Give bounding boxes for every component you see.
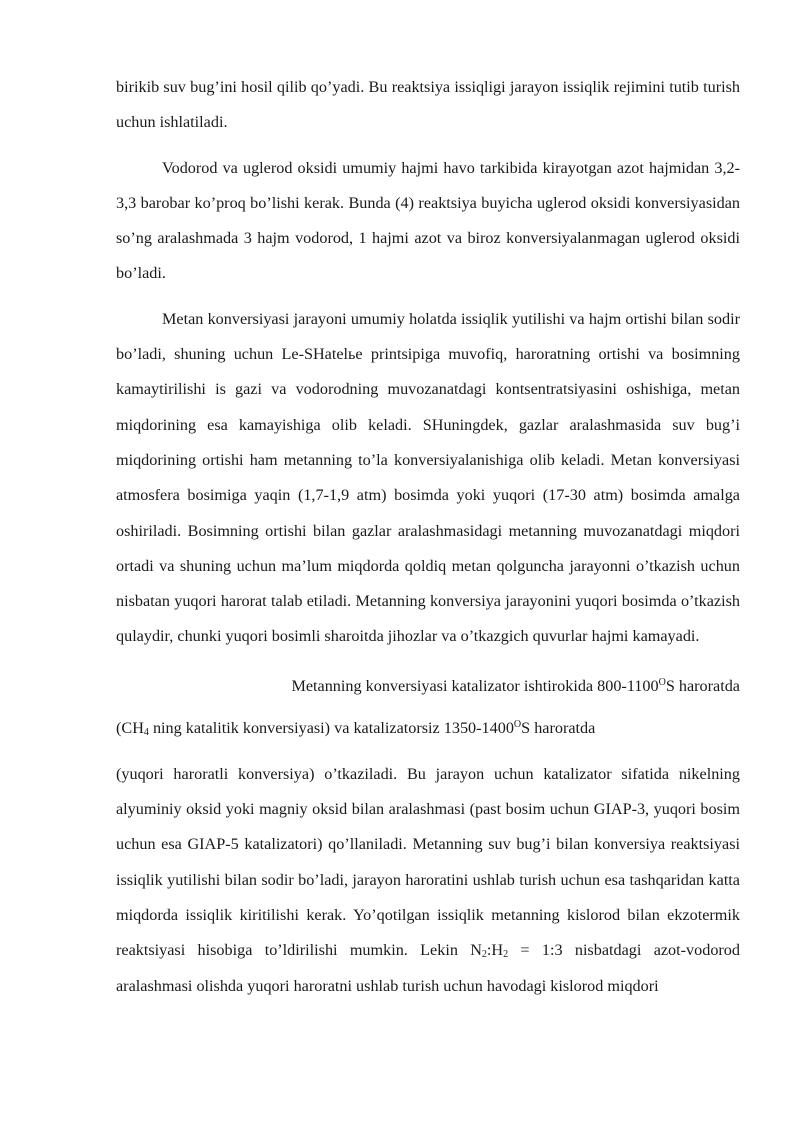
paragraph-text: (yuqori haroratli konversiya) o’tkaziladi. Bu jarayon uchun katalizator sifatida nikelning alyuminiy oksid yoki magniy oksid bilan aralashmasi (past bosim uchun GIAP-3, yuqori bosim uchun esa GIAP-5 katalizatori) qo’llaniladi. Metanning suv bug’i bilan konversiya reaktsiyasi issiqlik yutilishi bilan sodir bo’ladi, jarayon haroratini ushlab turish uchun esa tashqaridan katta miqdorda issiqlik kiritilishi kerak. Yo’qotilgan issiqlik metanning kislorod bilan ekzotermik reaktsiyasi hisobiga to’ldirilishi mumkin. Lekin N — [116, 764, 740, 960]
line-text: (CH — [116, 718, 144, 737]
line-text: Metanning konversiyasi katalizator ishtirokida 800-1100 — [291, 676, 659, 695]
paragraph-4-line-1 — [116, 665, 740, 707]
formula-sub: 2 — [503, 949, 509, 961]
paragraph-4-line-2 — [116, 707, 740, 749]
formula-sub: 4 — [143, 726, 149, 738]
paragraph-text: = 1:3 nisbatdagi azot-vodorod aralashmasi olishda yuqori haroratni ushlab turish uchun havodagi kislorod miqdori — [116, 941, 740, 995]
paragraph-1: birikib suv bug’ini hosil qilib qo’yadi. Bu reaktsiya issiqligi jarayon issiqlik rejimini tutib turish uchun ishlatiladi. — [116, 78, 740, 132]
line-text: S haroratda — [665, 676, 740, 695]
line-text: ning katalitik konversiyasi) va katalizatorsiz 1350-1400 — [148, 718, 514, 737]
paragraph-text: :H — [486, 941, 504, 960]
paragraph-5 — [116, 757, 740, 1004]
degree-sup: O — [513, 718, 522, 730]
paragraph-2: Vodorod va uglerod oksidi umumiy hajmi havo tarkibida kirayotgan azot hajmidan 3,2-3,3 barobar ko’proq bo’lishi kerak. Bunda (4) reaktsiya buyicha uglerod oksidi konversiyasidan so’ng aralashmada 3 hajm vodorod, 1 hajmi azot va biroz konversiyalanmagan uglerod oksidi bo’ladi. — [116, 158, 740, 283]
formula-sub: 2 — [481, 949, 487, 961]
line-text: S haroratda — [521, 718, 596, 737]
paragraph-3: Metan konversiyasi jarayoni umumiy holatda issiqlik yutilishi va hajm ortishi bilan sodir bo’ladi, shuning uchun Le-SHatelье printsipiga muvofiq, haroratning ortishi va bosimning kamaytirilishi is gazi va vodorodning muvozanatdagi kontsentratsiyasini oshishiga, metan miqdorining esa kamayishiga olib keladi. SHuningdek, gazlar aralashmasida suv bug’i miqdorining ortishi ham metanning to’la konversiyalanishiga olib keladi. Metan konversiyasi atmosfera bosimiga yaqin (1,7-1,9 atm) bosimda yoki yuqori (17-30 atm) bosimda amalga oshiriladi. Bosimning ortishi bilan gazlar aralashmasidagi metanning muvozanatdagi miqdori ortadi va shuning uchun ma’lum miqdorda qoldiq metan qolguncha jarayonni o’tkazish uchun nisbatan yuqori harorat talab etiladi. Metanning konversiya jarayonini yuqori bosimda o’tkazish qulaydir, chunki yuqori bosimli sharoitda jihozlar va o’tkazgich quvurlar hajmi kamayadi. — [116, 309, 740, 646]
degree-sup: O — [658, 676, 666, 688]
